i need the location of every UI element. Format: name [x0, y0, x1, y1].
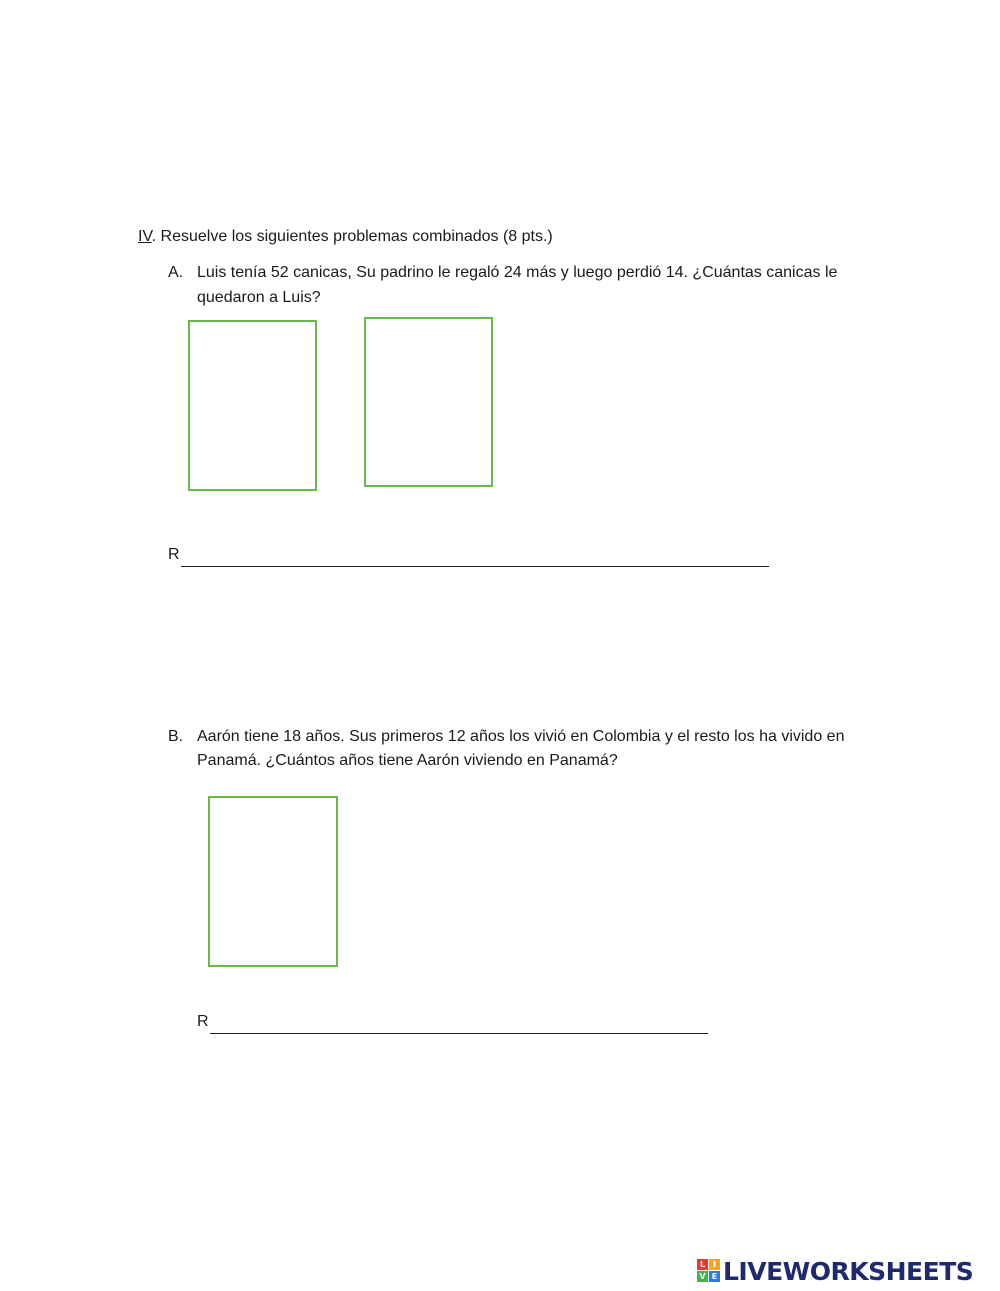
logo-tile-e: E	[709, 1271, 720, 1282]
problem-b-answer-rule[interactable]	[210, 1016, 708, 1034]
problem-a-letter: A.	[168, 264, 184, 281]
logo-mark-icon	[697, 1259, 721, 1283]
section-heading-text: . Resuelve los siguientes problemas combinados (8 pts.)	[151, 228, 553, 245]
problem-a-answer-prefix: R	[168, 546, 180, 563]
problem-b-text-line1: Aarón tiene 18 años. Sus primeros 12 años los vivió en Colombia y el resto los ha vivido en	[197, 728, 845, 745]
logo-tile-l: L	[697, 1259, 708, 1270]
problem-a-work-box-1[interactable]	[188, 320, 317, 491]
problem-b-answer-line[interactable]	[197, 1010, 708, 1034]
liveworksheets-logo	[697, 1256, 973, 1286]
problem-a-text-line1: Luis tenía 52 canicas, Su padrino le regaló 24 más y luego perdió 14. ¿Cuántas canicas le	[197, 264, 838, 281]
problem-a-work-box-2[interactable]	[364, 317, 493, 487]
logo-tile-v: V	[697, 1271, 708, 1282]
problem-a-answer-rule[interactable]	[181, 549, 769, 567]
problem-a-text-line2: quedaron a Luis?	[197, 289, 321, 306]
problem-b-text-line2: Panamá. ¿Cuántos años tiene Aarón viviendo en Panamá?	[197, 752, 618, 769]
problem-b-work-box[interactable]	[208, 796, 338, 967]
problem-a-answer-line[interactable]	[168, 543, 769, 567]
problem-b-letter: B.	[168, 728, 184, 745]
problem-b-answer-prefix: R	[197, 1013, 209, 1030]
logo-text: LIVEWORKSHEETS	[723, 1256, 974, 1286]
section-heading	[138, 225, 553, 249]
logo-tile-i: I	[709, 1259, 720, 1270]
section-number: IV	[138, 228, 152, 245]
